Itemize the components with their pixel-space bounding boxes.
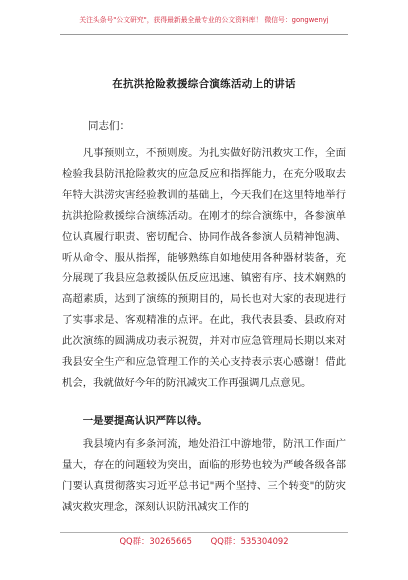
header-promo-note: 关注头条号"公文研究"，获得最新最全最专业的公文资料库！ 微信号：gongwenyj <box>79 16 329 24</box>
document-title: 在抗洪抢险救援综合演练活动上的讲话 <box>112 78 296 90</box>
header-divider <box>60 34 348 35</box>
section-heading-1: 一是要提高认识严阵以待。 <box>82 415 208 427</box>
body-paragraph-1: 凡事预则立，不预则废。为扎实做好防汛救灾工作，全面检验我县防汛抢险救灾的应急反应和指挥能力，在充分吸取去年特大洪涝灾害经验教训的基础上，今天我们在这里特地举行抗洪抢险救援综合演练活动。在刚才的综合演练中，各参演单位认真履行职责、密切配合、协同作战各参演人员精神饱满、听从命令、服从指挥，能够熟练自如地使用各种器材装备，充分展现了我县应急救援队伍反应迅速、镇密有序、技术娴熟的高超素质，达到了演练的预期目的，局长也对大家的表现进行了实事求是、客观精准的点评。在此，我代表县委、县政府对此次演练的圆满成功表示祝贺，并对市应急管理局长期以来对我县安全生产和应急管理工作的关心支持表示衷心感谢！借此机会，我就做好今年的防汛减灾工作再强调几点意见。 <box>62 147 346 389</box>
footer-qq-group-1: QQ群：30265665 <box>119 536 192 546</box>
footer-contact <box>0 535 408 547</box>
body-paragraph-2: 我县境内有多条河流，地处沿江中游地带，防汛工作面广量大，存在的问题较为突出，面临的形势也较为严峻各级各部门要认真贯彻落实习近平总书记"两个坚持、三个转变"的防灾减灾救灾理念，深刻认识防汛减灾工作的 <box>62 438 346 513</box>
footer-divider <box>60 532 348 533</box>
salutation: 同志们： <box>88 120 130 132</box>
footer-qq-group-2: QQ群：535304092 <box>210 536 289 546</box>
